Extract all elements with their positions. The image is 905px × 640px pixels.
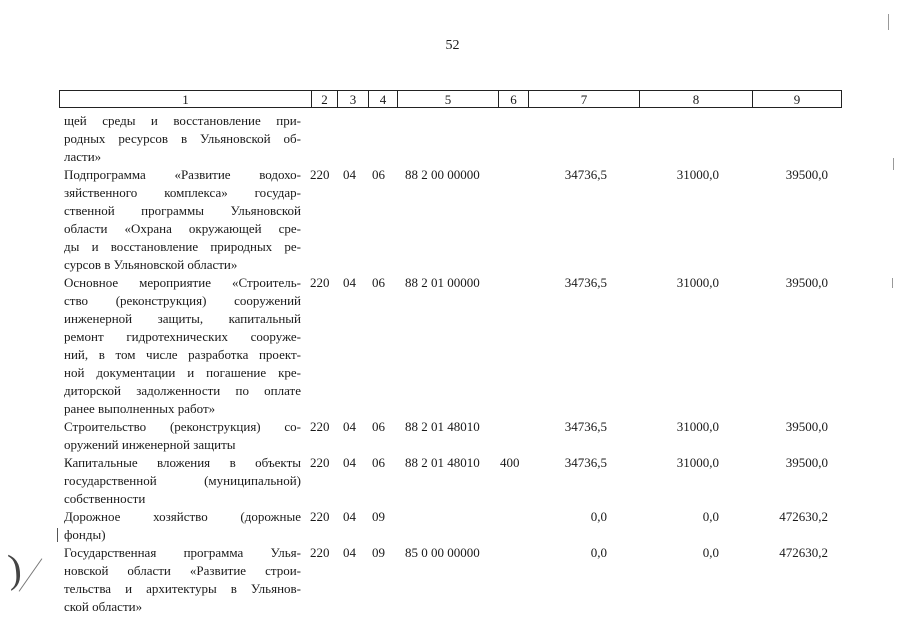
description-line: ной документации и погашение кре-	[64, 365, 301, 380]
table-header	[59, 90, 842, 108]
header-col-3: 3	[337, 91, 368, 107]
description-line: сурсов в Ульяновской области»	[64, 257, 238, 272]
row-description	[64, 112, 301, 166]
margin-tick-right-top	[888, 14, 889, 30]
cell-grbs: 220	[310, 419, 330, 434]
cell-target-article: 88 2 00 00000	[405, 167, 480, 182]
description-line: новской области «Развитие строи-	[64, 563, 301, 578]
description-line: зяйственного комплекса» государ-	[64, 185, 301, 200]
cell-razdel: 04	[343, 419, 356, 434]
page-number: 52	[445, 38, 460, 53]
cell-expense-type: 400	[500, 455, 520, 470]
cell-amount-col9: 472630,2	[779, 545, 828, 560]
cell-podrazdel: 09	[372, 509, 385, 524]
row-description	[64, 508, 301, 544]
description-line: Основное мероприятие «Строитель-	[64, 275, 301, 290]
cell-podrazdel: 06	[372, 167, 385, 182]
header-col-7: 7	[528, 91, 639, 107]
description-line: фонды)	[64, 527, 106, 542]
description-line: щей среды и восстановление при-	[64, 113, 301, 128]
margin-bar	[57, 528, 58, 542]
cell-target-article: 88 2 01 00000	[405, 275, 480, 290]
description-line: ний, в том числе разработка проект-	[64, 347, 301, 362]
cell-amount-col7: 0,0	[590, 545, 607, 560]
header-col-9: 9	[752, 91, 841, 107]
description-line: области «Охрана окружающей сре-	[64, 221, 301, 236]
header-col-6: 6	[498, 91, 528, 107]
description-line: инженерной защиты, капитальный	[64, 311, 301, 326]
cell-razdel: 04	[343, 275, 356, 290]
description-line: собственности	[64, 491, 146, 506]
description-line: ственной программы Ульяновской	[64, 203, 301, 218]
cell-amount-col9: 39500,0	[785, 419, 828, 434]
cell-grbs: 220	[310, 167, 330, 182]
cell-amount-col7: 34736,5	[564, 167, 607, 182]
row-description	[64, 166, 301, 274]
cell-target-article: 88 2 01 48010	[405, 419, 480, 434]
description-line: ство (реконструкция) сооружений	[64, 293, 301, 308]
header-col-8: 8	[639, 91, 752, 107]
cell-amount-col9: 39500,0	[785, 455, 828, 470]
cell-amount-col8: 0,0	[702, 545, 719, 560]
header-col-1: 1	[182, 92, 189, 107]
description-line: Капитальные вложения в объекты	[64, 455, 301, 470]
description-line: диторской задолженности по оплате	[64, 383, 301, 398]
cell-razdel: 04	[343, 545, 356, 560]
cell-razdel: 04	[343, 509, 356, 524]
cell-grbs: 220	[310, 545, 330, 560]
cell-amount-col7: 0,0	[590, 509, 607, 524]
row-description	[64, 454, 301, 508]
cell-grbs: 220	[310, 275, 330, 290]
cell-podrazdel: 06	[372, 455, 385, 470]
description-line: тельства и архитектуры в Ульянов-	[64, 581, 301, 596]
description-line: Государственная программа Улья-	[64, 545, 301, 560]
cell-amount-col7: 34736,5	[564, 455, 607, 470]
description-line: ремонт гидротехнических сооруже-	[64, 329, 301, 344]
description-line: ской области»	[64, 599, 143, 614]
margin-tick-right-mid	[893, 158, 894, 170]
description-line: родных ресурсов в Ульяновской об-	[64, 131, 301, 146]
description-line: ласти»	[64, 149, 102, 164]
description-line: Дорожное хозяйство (дорожные	[64, 509, 301, 524]
cell-amount-col8: 31000,0	[676, 275, 719, 290]
description-line: ранее выполненных работ»	[64, 401, 216, 416]
cell-razdel: 04	[343, 167, 356, 182]
cell-amount-col9: 39500,0	[785, 275, 828, 290]
cell-amount-col8: 0,0	[702, 509, 719, 524]
cell-target-article: 88 2 01 48010	[405, 455, 480, 470]
header-col-4: 4	[368, 91, 397, 107]
row-description	[64, 274, 301, 418]
margin-bracket-mark: )	[6, 545, 24, 592]
description-line: Подпрограмма «Развитие водохо-	[64, 167, 301, 182]
cell-podrazdel: 09	[372, 545, 385, 560]
row-description	[64, 544, 301, 616]
cell-amount-col8: 31000,0	[676, 419, 719, 434]
cell-amount-col7: 34736,5	[564, 275, 607, 290]
description-line: оружений инженерной защиты	[64, 437, 236, 452]
header-col-2: 2	[311, 91, 337, 107]
header-col-5: 5	[397, 91, 498, 107]
row-description	[64, 418, 301, 454]
cell-podrazdel: 06	[372, 275, 385, 290]
description-line: ды и восстановление природных ре-	[64, 239, 301, 254]
cell-amount-col9: 39500,0	[785, 167, 828, 182]
cell-grbs: 220	[310, 455, 330, 470]
description-line: государственной (муниципальной)	[64, 473, 301, 488]
cell-amount-col8: 31000,0	[676, 455, 719, 470]
cell-target-article: 85 0 00 00000	[405, 545, 480, 560]
margin-slash-mark	[19, 558, 43, 591]
description-line: Строительство (реконструкция) со-	[64, 419, 301, 434]
cell-podrazdel: 06	[372, 419, 385, 434]
margin-tick-right-low	[892, 278, 893, 288]
cell-amount-col8: 31000,0	[676, 167, 719, 182]
cell-razdel: 04	[343, 455, 356, 470]
cell-grbs: 220	[310, 509, 330, 524]
cell-amount-col7: 34736,5	[564, 419, 607, 434]
cell-amount-col9: 472630,2	[779, 509, 828, 524]
